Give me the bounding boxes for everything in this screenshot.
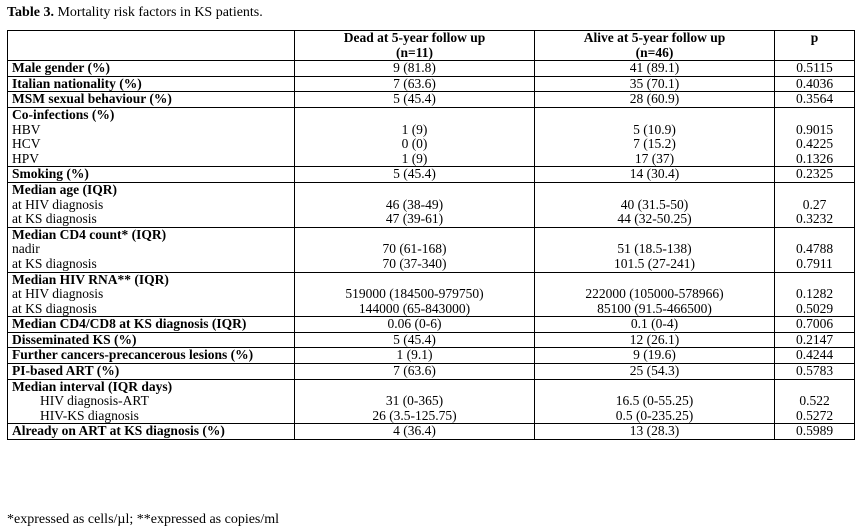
table-row bbox=[8, 92, 855, 108]
cell-value: 16.5 (0-55.25) bbox=[615, 393, 694, 409]
cell-value: 26 (3.5-125.75) bbox=[372, 407, 457, 423]
cell-value: 40 (31.5-50) bbox=[620, 196, 689, 212]
dead-value-cell bbox=[295, 272, 535, 317]
cell-value: 44 (32-50.25) bbox=[617, 211, 692, 227]
cell-value: 0.3232 bbox=[795, 211, 834, 227]
row-heading: Italian nationality (%) bbox=[12, 76, 142, 91]
cell-value: 0.7006 bbox=[795, 316, 834, 332]
cell-value: 25 (54.3) bbox=[629, 363, 680, 379]
cell-value: 0.5989 bbox=[795, 423, 834, 439]
cell-value: 70 (61-168) bbox=[382, 241, 447, 257]
row-label-cell bbox=[8, 272, 295, 317]
row-label-cell bbox=[8, 167, 295, 183]
cell-value: 0.5783 bbox=[795, 363, 834, 379]
p-value-cell bbox=[775, 348, 855, 364]
table-row bbox=[8, 317, 855, 333]
dead-value-cell bbox=[295, 167, 535, 183]
row-label-cell bbox=[8, 107, 295, 166]
alive-value-cell bbox=[535, 348, 775, 364]
cell-value: 101.5 (27-241) bbox=[614, 255, 695, 271]
row-heading: Median CD4/CD8 at KS diagnosis (IQR) bbox=[12, 316, 247, 332]
cell-value: 1 (9) bbox=[401, 150, 428, 166]
alive-value-cell bbox=[535, 76, 775, 92]
cell-value bbox=[299, 228, 530, 243]
alive-value-cell bbox=[535, 182, 775, 227]
cell-value bbox=[539, 183, 770, 198]
row-heading: Median age (IQR) bbox=[12, 182, 117, 197]
table-row bbox=[8, 424, 855, 440]
row-sublabel: HCV bbox=[12, 136, 41, 152]
cell-value: 9 (19.6) bbox=[633, 347, 676, 363]
row-sublabel: at KS diagnosis bbox=[12, 211, 97, 227]
cell-value bbox=[539, 380, 770, 395]
p-value-cell bbox=[775, 167, 855, 183]
table-title: Mortality risk factors in KS patients. bbox=[53, 5, 263, 20]
row-heading: MSM sexual behaviour (%) bbox=[12, 91, 172, 107]
table-row bbox=[8, 379, 855, 424]
cell-value: 0.1282 bbox=[795, 286, 834, 302]
cell-value: 0.2147 bbox=[795, 332, 834, 347]
p-value-cell bbox=[775, 364, 855, 380]
row-heading: Co-infections (%) bbox=[12, 107, 115, 122]
cell-value: 0.7911 bbox=[796, 255, 833, 271]
cell-value: 0.4036 bbox=[795, 76, 834, 91]
cell-value: 4 (36.4) bbox=[393, 423, 436, 439]
row-heading: PI-based ART (%) bbox=[12, 363, 120, 379]
row-label-cell bbox=[8, 317, 295, 333]
p-value-cell bbox=[775, 107, 855, 166]
dead-value-cell bbox=[295, 364, 535, 380]
cell-value bbox=[539, 273, 770, 288]
cell-value: 0.5029 bbox=[795, 300, 834, 316]
row-heading: Median interval (IQR days) bbox=[12, 379, 173, 394]
cell-value: 0.522 bbox=[799, 393, 830, 409]
cell-value: 519000 (184500-979750) bbox=[345, 286, 484, 302]
cell-value bbox=[779, 273, 850, 288]
cell-value: 0.5272 bbox=[795, 407, 834, 423]
row-label-cell bbox=[8, 76, 295, 92]
cell-value bbox=[539, 108, 770, 123]
cell-value: 46 (38-49) bbox=[385, 196, 444, 212]
table-row bbox=[8, 332, 855, 348]
cell-value: 0.06 (0-6) bbox=[387, 316, 442, 332]
cell-value: 85100 (91.5-466500) bbox=[597, 300, 712, 316]
cell-value: 9 (81.8) bbox=[393, 60, 436, 76]
p-value-cell bbox=[775, 76, 855, 92]
cell-value bbox=[299, 108, 530, 123]
cell-value: 70 (37-340) bbox=[382, 255, 447, 271]
table-row bbox=[8, 272, 855, 317]
dead-value-cell bbox=[295, 424, 535, 440]
row-label-cell bbox=[8, 61, 295, 77]
cell-value: 7 (15.2) bbox=[633, 136, 676, 152]
cell-value: 28 (60.9) bbox=[629, 91, 680, 107]
cell-value: 31 (0-365) bbox=[385, 393, 444, 409]
p-value-cell bbox=[775, 379, 855, 424]
cell-value: 144000 (65-843000) bbox=[358, 300, 471, 316]
table-row bbox=[8, 107, 855, 166]
dead-value-cell bbox=[295, 76, 535, 92]
cell-value: 0.3564 bbox=[795, 91, 834, 107]
row-heading: Median HIV RNA** (IQR) bbox=[12, 272, 169, 287]
alive-value-cell bbox=[535, 364, 775, 380]
dead-value-cell bbox=[295, 182, 535, 227]
row-label-cell bbox=[8, 92, 295, 108]
row-heading: Median CD4 count* (IQR) bbox=[12, 227, 167, 242]
row-label-cell bbox=[8, 182, 295, 227]
cell-value: 13 (28.3) bbox=[629, 423, 680, 439]
cell-value: 17 (37) bbox=[634, 150, 675, 166]
cell-value: 7 (63.6) bbox=[393, 76, 436, 91]
row-label-cell bbox=[8, 379, 295, 424]
cell-value: 5 (45.4) bbox=[393, 91, 436, 107]
cell-value: 0.4225 bbox=[795, 136, 834, 152]
row-sublabel: HIV-KS diagnosis bbox=[40, 407, 139, 423]
header-p: p bbox=[775, 31, 855, 61]
row-sublabel: HIV diagnosis-ART bbox=[40, 393, 149, 409]
dead-value-cell bbox=[295, 92, 535, 108]
cell-value bbox=[539, 228, 770, 243]
row-sublabel: at KS diagnosis bbox=[12, 300, 97, 316]
row-heading: Male gender (%) bbox=[12, 60, 110, 76]
alive-value-cell bbox=[535, 107, 775, 166]
p-value-cell bbox=[775, 424, 855, 440]
p-value-cell bbox=[775, 182, 855, 227]
cell-value bbox=[299, 273, 530, 288]
cell-value bbox=[779, 183, 850, 198]
row-label-cell bbox=[8, 332, 295, 348]
table-header-row bbox=[8, 31, 855, 61]
row-label-cell bbox=[8, 364, 295, 380]
cell-value bbox=[299, 183, 530, 198]
cell-value: 14 (30.4) bbox=[629, 166, 680, 182]
cell-value: 0.1326 bbox=[795, 150, 834, 166]
cell-value: 51 (18.5-138) bbox=[617, 241, 692, 257]
alive-value-cell bbox=[535, 92, 775, 108]
row-label-cell bbox=[8, 424, 295, 440]
cell-value: 47 (39-61) bbox=[385, 211, 444, 227]
alive-value-cell bbox=[535, 227, 775, 272]
dead-value-cell bbox=[295, 227, 535, 272]
alive-value-cell bbox=[535, 332, 775, 348]
row-heading: Further cancers-precancerous lesions (%) bbox=[12, 347, 254, 363]
cell-value: 0.1 (0-4) bbox=[630, 316, 679, 332]
cell-value: 0.5 (0-235.25) bbox=[615, 407, 694, 423]
p-value-cell bbox=[775, 317, 855, 333]
dead-value-cell bbox=[295, 348, 535, 364]
table-body bbox=[8, 61, 855, 440]
cell-value: 0.9015 bbox=[795, 121, 834, 137]
cell-value: 1 (9.1) bbox=[396, 347, 433, 363]
header-alive: Alive at 5-year follow up (n=46) bbox=[535, 31, 775, 61]
cell-value: 7 (63.6) bbox=[393, 363, 436, 379]
cell-value: 1 (9) bbox=[401, 121, 428, 137]
cell-value: 0.2325 bbox=[795, 166, 834, 182]
cell-value: 0.4788 bbox=[795, 241, 834, 257]
row-sublabel: at HIV diagnosis bbox=[12, 196, 104, 212]
alive-value-cell bbox=[535, 61, 775, 77]
dead-value-cell bbox=[295, 332, 535, 348]
table-number: Table 3. bbox=[7, 5, 54, 20]
cell-value bbox=[779, 108, 850, 123]
cell-value: 0.27 bbox=[802, 196, 827, 212]
cell-value: 5 (45.4) bbox=[393, 332, 436, 347]
table-row bbox=[8, 182, 855, 227]
cell-value: 35 (70.1) bbox=[629, 76, 680, 91]
header-empty-cell bbox=[8, 31, 295, 61]
dead-value-cell bbox=[295, 107, 535, 166]
alive-value-cell bbox=[535, 424, 775, 440]
table-row bbox=[8, 167, 855, 183]
row-sublabel: HBV bbox=[12, 121, 41, 137]
cell-value: 0 (0) bbox=[401, 136, 428, 152]
cell-value: 222000 (105000-578966) bbox=[585, 286, 724, 302]
alive-value-cell bbox=[535, 167, 775, 183]
table-footnote: *expressed as cells/µl; **expressed as copies/ml bbox=[7, 512, 280, 527]
cell-value bbox=[779, 380, 850, 395]
row-heading: Already on ART at KS diagnosis (%) bbox=[12, 423, 225, 439]
row-heading: Disseminated KS (%) bbox=[12, 332, 137, 347]
p-value-cell bbox=[775, 332, 855, 348]
cell-value bbox=[779, 228, 850, 243]
cell-value: 5 (45.4) bbox=[393, 166, 436, 182]
cell-value: 5 (10.9) bbox=[633, 121, 676, 137]
table-row bbox=[8, 364, 855, 380]
cell-value: 41 (89.1) bbox=[629, 60, 680, 76]
dead-value-cell bbox=[295, 317, 535, 333]
cell-value: 12 (26.1) bbox=[629, 332, 680, 347]
cell-value bbox=[299, 380, 530, 395]
row-sublabel: HPV bbox=[12, 150, 40, 166]
table-row bbox=[8, 61, 855, 77]
p-value-cell bbox=[775, 272, 855, 317]
row-heading: Smoking (%) bbox=[12, 166, 89, 182]
p-value-cell bbox=[775, 92, 855, 108]
p-value-cell bbox=[775, 227, 855, 272]
table-row bbox=[8, 227, 855, 272]
p-value-cell bbox=[775, 61, 855, 77]
header-dead: Dead at 5-year follow up (n=11) bbox=[295, 31, 535, 61]
table-caption bbox=[7, 3, 263, 23]
row-label-cell bbox=[8, 227, 295, 272]
row-sublabel: nadir bbox=[12, 241, 40, 257]
cell-value: 0.4244 bbox=[795, 347, 834, 363]
row-sublabel: at KS diagnosis bbox=[12, 255, 97, 271]
alive-value-cell bbox=[535, 317, 775, 333]
row-sublabel: at HIV diagnosis bbox=[12, 286, 104, 302]
dead-value-cell bbox=[295, 379, 535, 424]
table-row bbox=[8, 348, 855, 364]
alive-value-cell bbox=[535, 272, 775, 317]
dead-value-cell bbox=[295, 61, 535, 77]
alive-value-cell bbox=[535, 379, 775, 424]
table-row bbox=[8, 76, 855, 92]
row-label-cell bbox=[8, 348, 295, 364]
mortality-risk-table bbox=[7, 30, 855, 440]
cell-value: 0.5115 bbox=[796, 60, 833, 76]
